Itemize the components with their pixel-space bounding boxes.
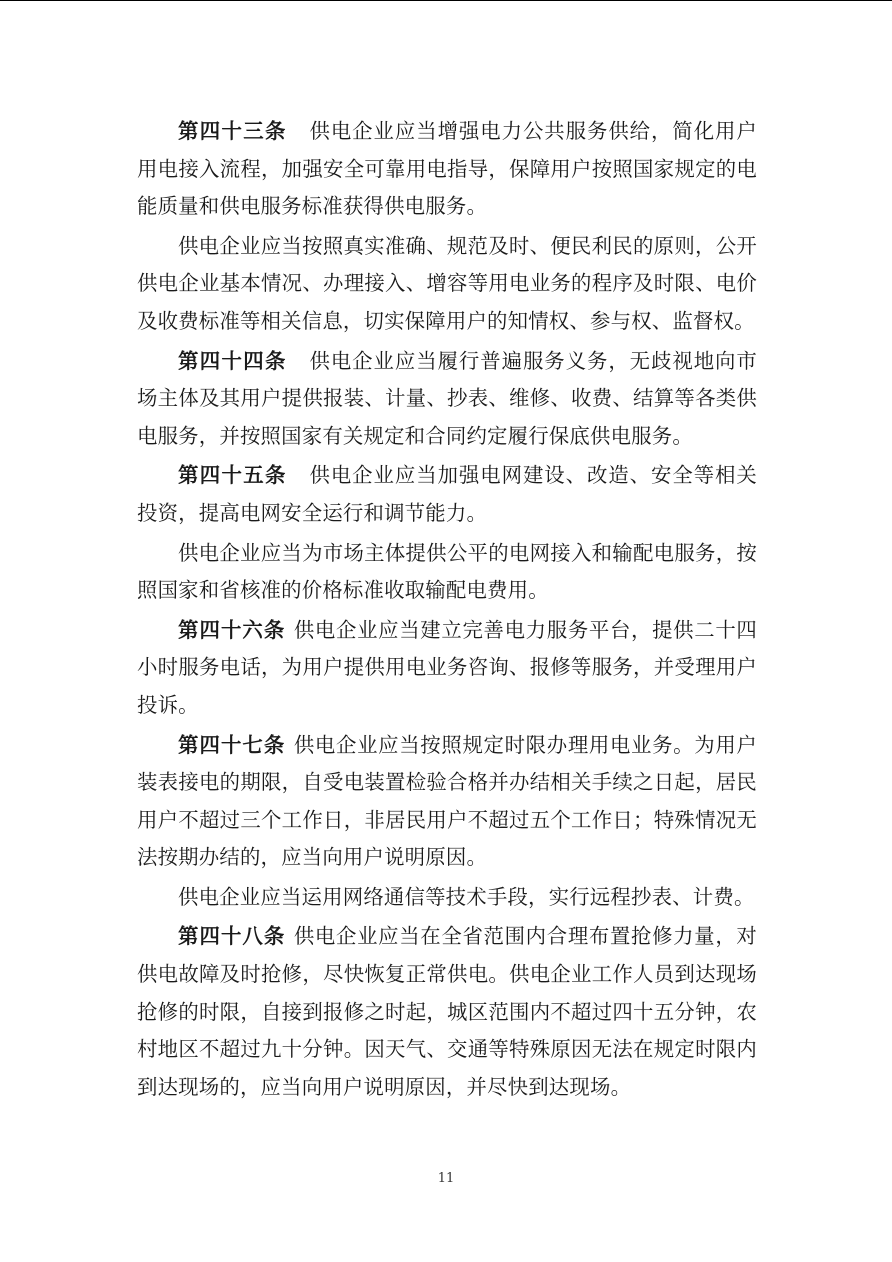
top-border-line [0,0,892,1]
article-text: 供电企业应当在全省范围内合理布置抢修力量，对供电故障及时抢修，尽快恢复正常供电。供电企业工作人员到达现场抢修的时限，自接到报修之时起，城区范围内不超过四十五分钟，农村地区不超过九十分钟。因天气、交通等特殊原因无法在规定时限内到达现场的，应当向用户说明原因，并尽快到达现场。 [137,924,757,1099]
article-number: 第四十八条 [178,924,286,949]
article-text: 供电企业应当增强电力公共服务供给，简化用户用电接入流程，加强安全可靠用电指导，保障用户按照国家规定的电能质量和供电服务标准获得供电服务。 [137,119,757,219]
article-number: 第四十五条 [178,463,287,488]
article-number: 第四十七条 [178,732,286,757]
document-body [137,113,757,1108]
article-text: 供电企业应当建立完善电力服务平台，提供二十四小时服务电话，为用户提供用电业务咨询、报修等服务，并受理用户投诉。 [137,617,757,717]
article-number: 第四十四条 [178,348,287,373]
article-number: 第四十六条 [178,617,286,642]
article-number: 第四十三条 [178,119,287,143]
article-45-paragraph-1 [137,457,757,532]
article-44-paragraph-1 [137,343,757,456]
article-text: 供电企业应当按照规定时限办理用电业务。为用户装表接电的期限，自受电装置检验合格并办结相关手续之日起，居民用户不超过三个工作日，非居民用户不超过五个工作日；特殊情况无法按期办结的，应当向用户说明原因。 [137,732,757,870]
page-number: 11 [437,1171,455,1186]
article-46-paragraph-1 [137,612,757,725]
article-43-paragraph-2: 供电企业应当按照真实准确、规范及时、便民利民的原则，公开供电企业基本情况、办理接入、增容等用电业务的程序及时限、电价及收费标准等相关信息，切实保障用户的知情权、参与权、监督权。 [137,233,757,333]
article-43-paragraph-1 [137,113,757,226]
article-text: 供电企业应当履行普遍服务义务，无歧视地向市场主体及其用户提供报装、计量、抄表、维修、收费、结算等各类供电服务，并按照国家有关规定和合同约定履行保底供电服务。 [137,348,757,448]
article-text: 供电企业应当加强电网建设、改造、安全等相关投资，提高电网安全运行和调节能力。 [137,463,757,525]
article-47-paragraph-1 [137,727,757,877]
article-48-paragraph-1 [137,918,757,1106]
article-47-paragraph-2: 供电企业应当运用网络通信等技术手段，实行远程抄表、计费。 [178,884,755,909]
article-45-paragraph-2: 供电企业应当为市场主体提供公平的电网接入和输配电服务，按照国家和省核准的价格标准收取输配电费用。 [137,540,757,603]
